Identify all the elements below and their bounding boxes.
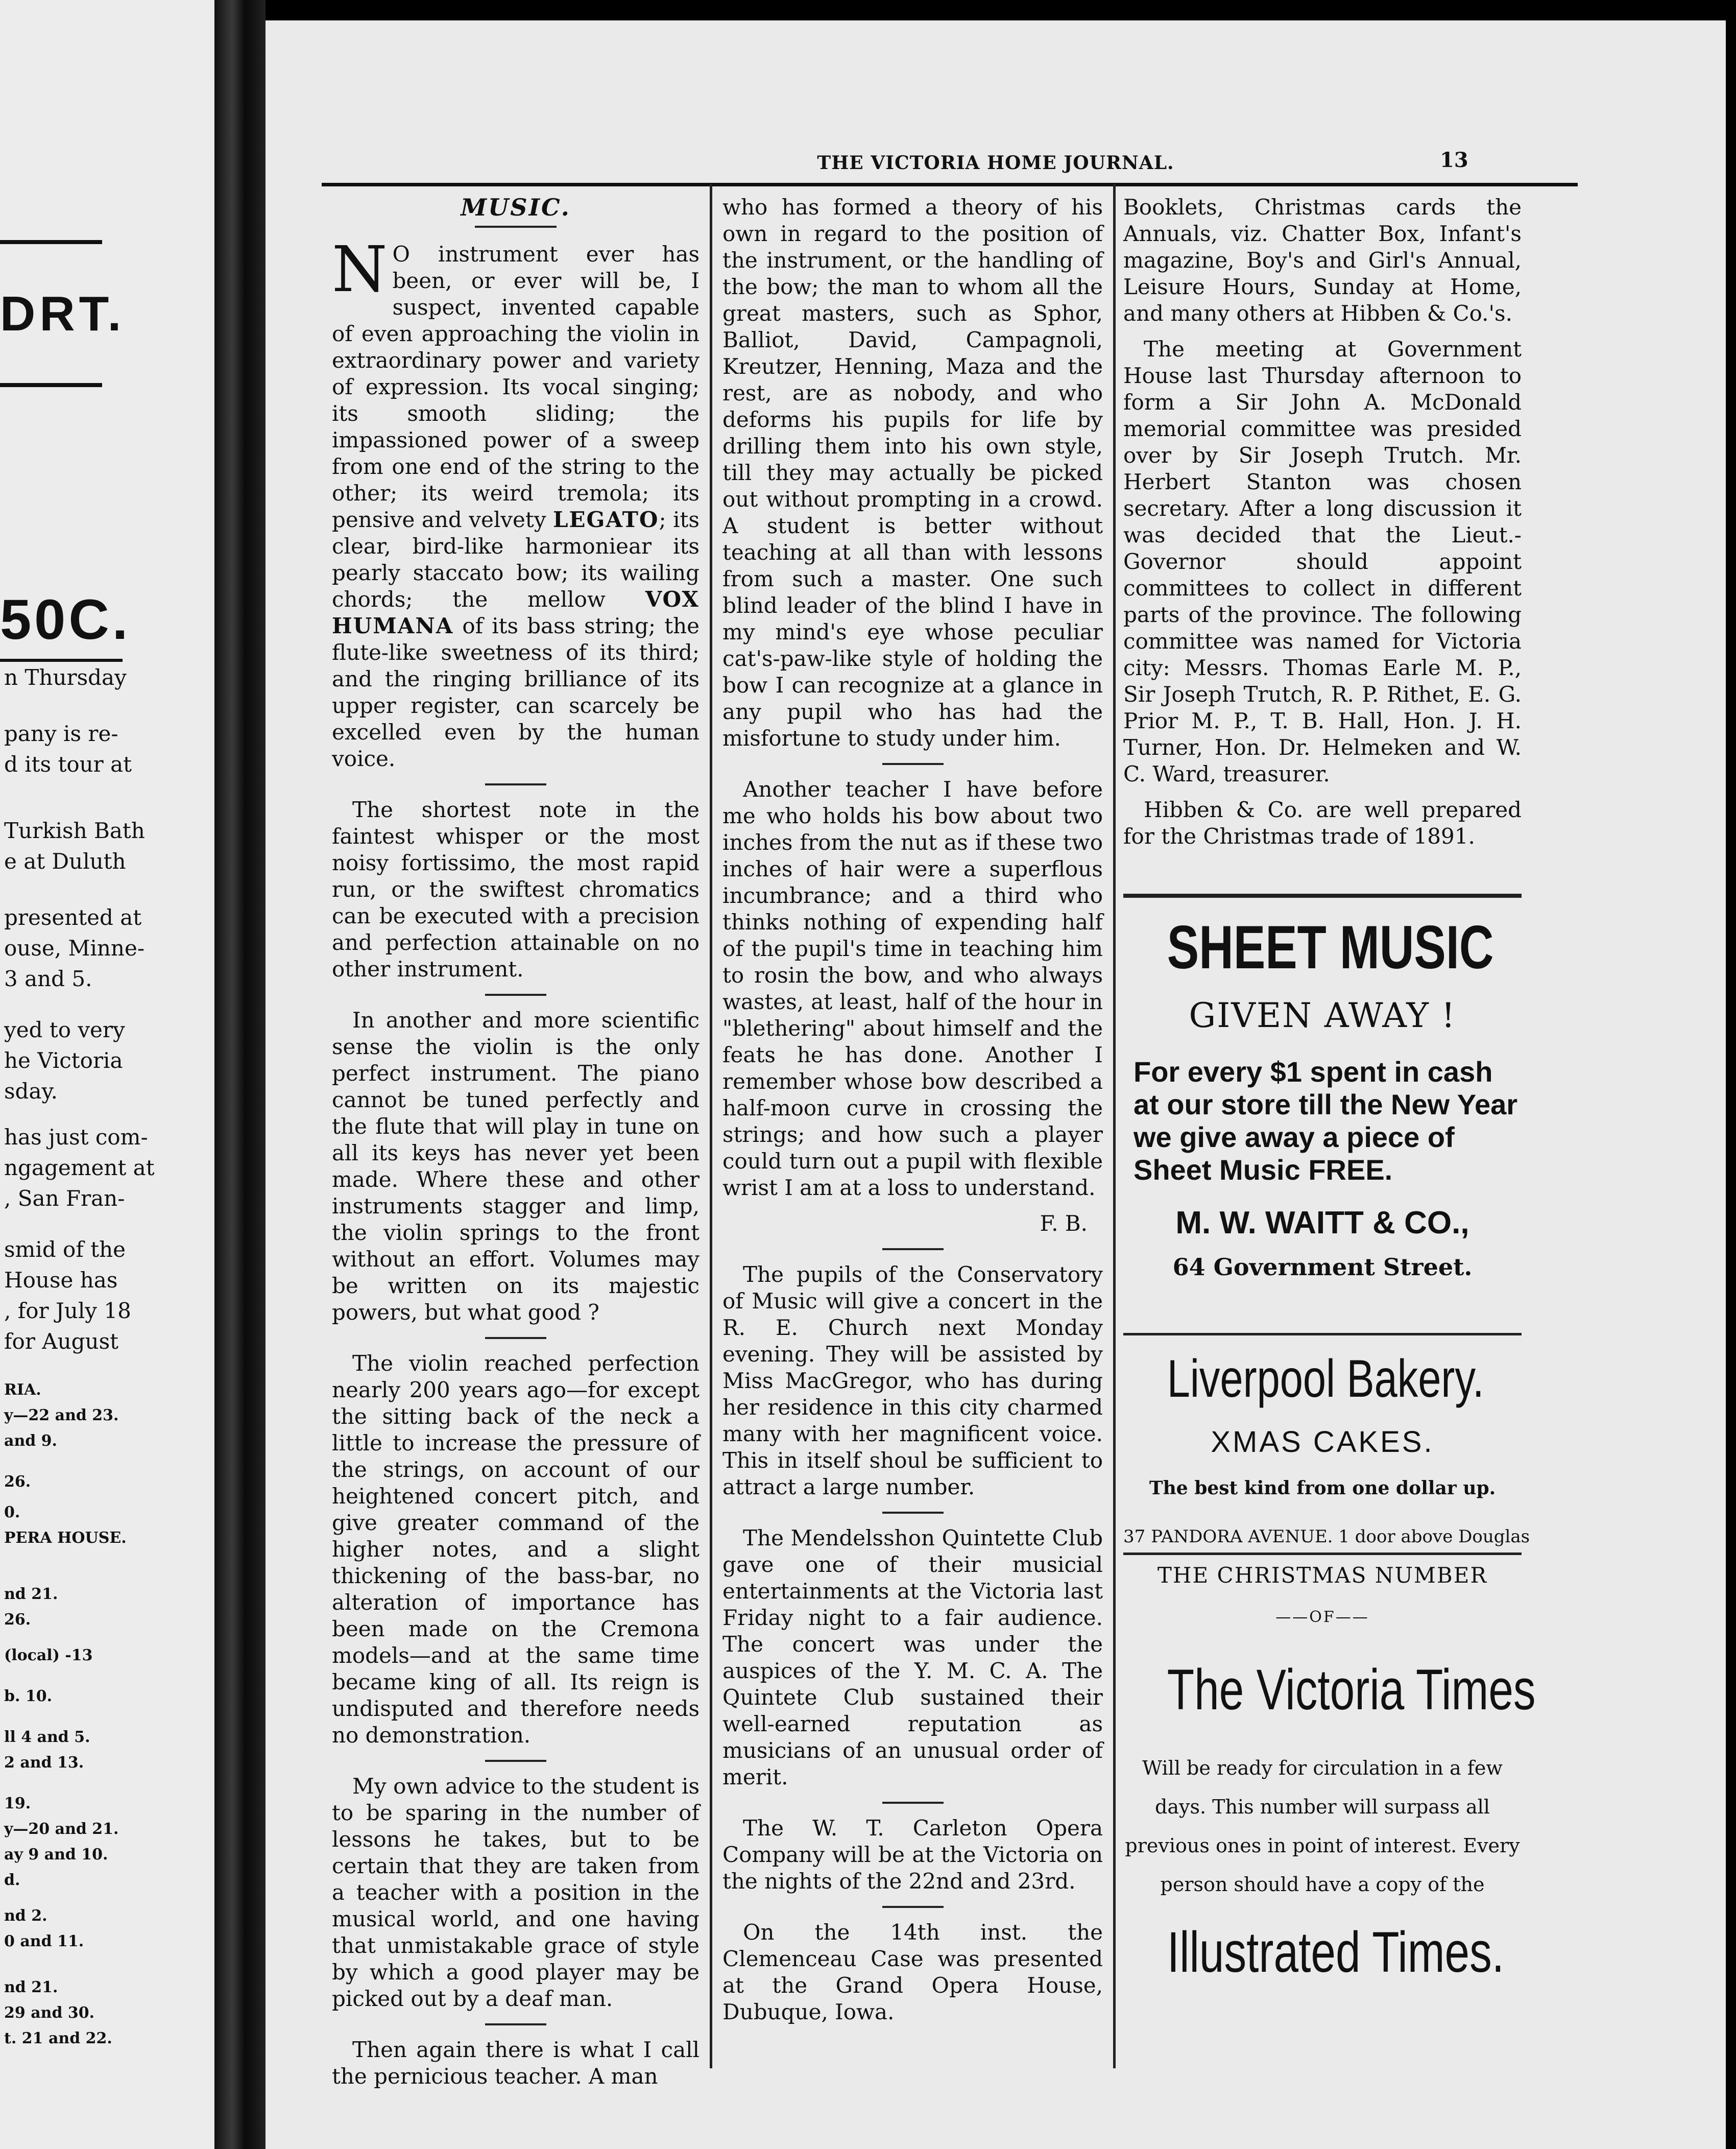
left-line: yed to very: [4, 1017, 125, 1042]
left-rule: [0, 383, 102, 387]
separator: [882, 1512, 944, 1514]
ad-body: For every $1 spent in cash at our store till the New Year we give away a piece of Sheet Music FREE.: [1134, 1056, 1518, 1186]
drop-cap: N: [332, 233, 388, 306]
legato-term: LEGATO: [552, 507, 659, 532]
left-schedule-line: 0.: [4, 1503, 20, 1521]
paragraph: The meeting at Government House last Thursday afternoon to form a Sir John A. McDonald memorial committee was presided over by Sir Joseph Trutch. Mr. Herbert Stanton was chosen secretary. After a long discussion it was decided that the Lieut.-Governor should appoint committees to collect in different parts of the province. The following committee was named for Victoria city: Messrs. Thomas Earle M. P., Sir Joseph Trutch, R. P. Rithet, E. G. Prior M. P., T. B. Hall, Hon. J. H. Turner, Hon. Dr. Helmeken and W. C. Ward, treasurer.: [1123, 337, 1522, 786]
left-rule: [0, 659, 123, 662]
right-page: [266, 20, 1726, 2149]
paragraph: [332, 233, 700, 772]
section-title: MUSIC.: [461, 194, 571, 221]
left-schedule-line: d.: [4, 1871, 20, 1889]
left-schedule-line: ay 9 and 10.: [4, 1846, 108, 1864]
ad-kicker: THE CHRISTMAS NUMBER: [1157, 1563, 1488, 1588]
left-schedule-line: y—20 and 21.: [4, 1820, 119, 1838]
column-divider: [1113, 184, 1116, 2068]
ad-of-text: OF: [1309, 1608, 1336, 1626]
ad-headline: Liverpool Bakery.: [1167, 1349, 1484, 1408]
ad-subhead: GIVEN AWAY !: [1189, 996, 1456, 1035]
left-line: House has: [4, 1268, 118, 1293]
ad-sheet-music: [1123, 914, 1522, 1281]
column-local: [1123, 194, 1522, 859]
paragraph-text: O instrument ever has been, or ever will be, I suspect, invented capable of even approaching the violin in extraordinary power and variety of expression. Its vocal singing; its smooth sliding; the impassioned power of a sweep from one end of the string to the other; its weird tremola; its pensive and velvety: [332, 242, 700, 532]
left-schedule-line: ll 4 and 5.: [4, 1728, 90, 1746]
ad-headline: The Victoria Times: [1167, 1658, 1536, 1722]
left-big-text-2: 50C.: [0, 588, 131, 651]
paragraph: The W. T. Carleton Opera Company will be at the Victoria on the nights of the 22nd and 23rd.: [722, 1816, 1103, 1894]
left-schedule-line: (local) -13: [4, 1646, 93, 1664]
left-schedule-line: nd 21.: [4, 1585, 58, 1603]
left-page-fragment: [0, 0, 214, 2149]
separator: [485, 2023, 546, 2025]
left-line: for August: [4, 1329, 119, 1354]
left-schedule-line: t. 21 and 22.: [4, 2029, 112, 2047]
left-line: ouse, Minne-: [4, 936, 145, 961]
page-gutter: [214, 0, 266, 2149]
left-schedule-line: PERA HOUSE.: [4, 1529, 127, 1547]
paragraph: Booklets, Christmas cards the Annuals, viz. Chatter Box, Infant's magazine, Boy's and Girl's Annual, Leisure Hours, Sunday at Home, and many others at Hibben & Co.'s.: [1123, 195, 1522, 326]
ad-bakery: [1123, 1348, 1530, 1547]
left-schedule-line: 29 and 30.: [4, 2004, 95, 2022]
paragraph: My own advice to the student is to be sparing in the number of lessons he takes, but to be certain that they are taken from a teacher with a position in the musical world, and one having that unmistakable grace of style by which a good player may be picked out by a deaf man.: [332, 1774, 700, 2011]
paragraph-text: ; its clear, bird-like harmoniear its pearly staccato bow; its wailing chords; the mellow: [332, 507, 700, 612]
ad-rule: [1123, 894, 1522, 898]
ad-rule: [1123, 1333, 1522, 1335]
left-line: has just com-: [4, 1125, 148, 1150]
paragraph: The shortest note in the faintest whisper or the most noisy fortissimo, the most rapid run, or the swiftest chromatics can be executed with a precision and perfection attainable on no other instrument.: [332, 797, 700, 982]
separator: [882, 1906, 944, 1908]
column-news: [722, 194, 1103, 2035]
left-line: smid of the: [4, 1237, 126, 1262]
left-schedule-line: 0 and 11.: [4, 1932, 84, 1950]
header-rule: [322, 183, 1578, 186]
left-line: Turkish Bath: [4, 818, 145, 843]
left-line: presented at: [4, 905, 142, 930]
ad-line: The best kind from one dollar up.: [1149, 1477, 1496, 1499]
left-schedule-line: y—22 and 23.: [4, 1406, 119, 1424]
signature: F. B.: [1040, 1211, 1088, 1236]
left-schedule-line: RIA.: [4, 1381, 41, 1399]
left-line: e at Duluth: [4, 849, 126, 874]
left-line: pany is re-: [4, 721, 118, 746]
left-schedule-line: 2 and 13.: [4, 1754, 84, 1772]
page-number: 13: [1440, 148, 1468, 172]
column-music: [332, 194, 700, 2099]
paragraph: Then again there is what I call the pernicious teacher. A man: [332, 2037, 700, 2089]
ad-of: ——OF——: [1275, 1608, 1369, 1626]
paragraph: who has formed a theory of his own in regard to the position of the instrument, or the handling of the bow; the man to whom all the great masters, such as Sphor, Balliot, David, Campagnoli, Kreutzer, Henning, Maza and the rest, are as nobody, and who deforms his pupils for life by drilling them into his own style, till they may actually be picked out without prompting in a crowd. A student is better without teaching at all than with lessons from such a master. One such blind leader of the blind I have in my mind's eye whose peculiar cat's-paw-like style of holding the bow I can recognize at a glance in any pupil who has had the misfortune to study under him.: [722, 195, 1103, 751]
left-line: sday.: [4, 1079, 58, 1104]
left-schedule-line: 19.: [4, 1795, 31, 1812]
title-rule: [475, 226, 557, 228]
left-rule: [0, 240, 102, 244]
vox-humana-term: VOX HUMANA: [332, 587, 700, 638]
left-schedule-line: nd 2.: [4, 1907, 47, 1925]
left-line: n Thursday: [4, 665, 127, 690]
left-schedule-line: 26.: [4, 1473, 31, 1491]
ad-firm: M. W. WAITT & CO.,: [1175, 1205, 1469, 1240]
separator: [485, 1337, 546, 1339]
paragraph-text: of its bass string; the flute-like sweetness of its third; and the ringing brilliance of its upper register, can scarcely be excelled even by the human voice.: [332, 613, 700, 771]
left-big-text-1: DRT.: [0, 286, 126, 341]
ad-body: Will be ready for circulation in a few days. This number will surpass all previous ones in point of interest. Every person should have a copy of the: [1125, 1757, 1520, 1896]
ad-subhead: XMAS CAKES.: [1211, 1425, 1434, 1459]
left-schedule-line: b. 10.: [4, 1687, 53, 1705]
paragraph: Hibben & Co. are well prepared for the Christmas trade of 1891.: [1123, 797, 1522, 849]
journal-header: THE VICTORIA HOME JOURNAL.: [817, 152, 1174, 174]
paragraph: On the 14th inst. the Clemenceau Case was presented at the Grand Opera House, Dubuque, Iowa.: [722, 1920, 1103, 2024]
ad-headline: SHEET MUSIC: [1167, 913, 1494, 982]
separator: [485, 783, 546, 785]
left-schedule-line: nd 21.: [4, 1978, 58, 1996]
paragraph: In another and more scientific sense the violin is the only perfect instrument. The piano cannot be tuned perfectly and the flute that will play in tune on all its keys has never yet been made. Where these and other instruments stagger and limp, the violin springs to the front without an effort. Volumes may be written on its majestic powers, but what good ?: [332, 1008, 700, 1325]
separator: [485, 1760, 546, 1762]
separator: [882, 763, 944, 765]
column-divider: [710, 184, 712, 2068]
paragraph: The violin reached perfection nearly 200 years ago—for except the sitting back of the neck a little to increase the pressure of the strings, on account of our heightened concert pitch, and give greater command of the higher notes, and a slight thickening of the bass-bar, no alteration of importance has been made on the Cremona models—and at the same time became king of all. Its reign is undisputed and therefore needs no demonstration.: [332, 1351, 700, 1748]
left-line: he Victoria: [4, 1048, 123, 1073]
left-schedule-line: and 9.: [4, 1432, 57, 1450]
left-line: , San Fran-: [4, 1186, 125, 1211]
ad-address: 37 PANDORA AVENUE. 1 door above Douglas: [1123, 1526, 1530, 1547]
paragraph: Another teacher I have before me who holds his bow about two inches from the nut as if these two inches of hair were a superflous incumbrance; and a third who thinks nothing of expending half of the pupil's time in teaching him to rosin the bow, and who always wastes, at least, half of the hour in "blethering" about himself and the feats he has done. Another I remember whose bow described a half-moon curve in crossing the strings; and how such a player could turn out a pupil with flexible wrist I am at a loss to understand.: [722, 777, 1103, 1200]
ad-footer: Illustrated Times.: [1167, 1920, 1505, 1984]
separator: [882, 1802, 944, 1804]
paragraph: The pupils of the Conservatory of Music will give a concert in the R. E. Church next Monday evening. They will be assisted by Miss MacGregor, who has during her residence in this city charmed many with her magnificent voice. This in itself shoul be sufficient to attract a large number.: [722, 1262, 1103, 1499]
paragraph: The Mendelsshon Quintette Club gave one of their musicial entertainments at the Victoria last Friday night to a fair audience. The concert was under the auspices of the Y. M. C. A. The Quintete Club sustained their well-earned reputation as musicians of an unusual order of merit.: [722, 1525, 1103, 1789]
left-line: , for July 18: [4, 1298, 131, 1323]
separator: [485, 994, 546, 996]
left-schedule-line: 26.: [4, 1611, 31, 1629]
ad-rule: [1123, 1553, 1522, 1555]
ad-address: 64 Government Street.: [1172, 1253, 1473, 1281]
left-line: 3 and 5.: [4, 966, 92, 991]
separator: [882, 1248, 944, 1250]
left-line: d its tour at: [4, 752, 132, 777]
ad-victoria-times: [1123, 1563, 1536, 1986]
left-line: ngagement at: [4, 1155, 155, 1180]
